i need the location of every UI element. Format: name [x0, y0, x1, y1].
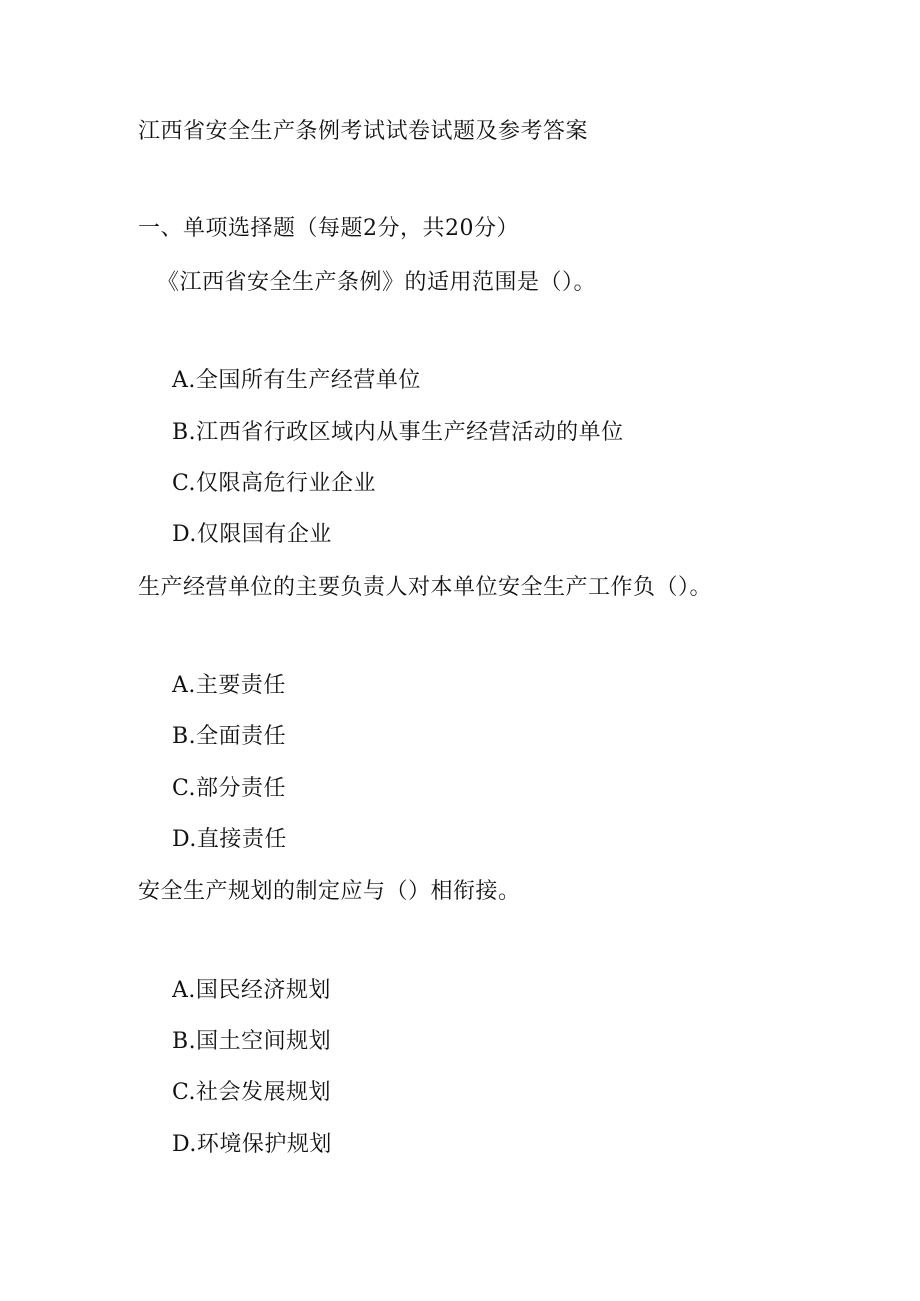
document-title: 江西省安全生产条例考试试卷试题及参考答案	[138, 119, 589, 144]
question-1-text: 《江西省安全生产条例》的适用范围是（）。	[157, 270, 597, 295]
question-3-option-d: D.环境保护规划	[172, 1132, 332, 1157]
question-1-option-b: B.江西省行政区域内从事生产经营活动的单位	[172, 420, 624, 445]
question-3-option-b: B.国土空间规划	[172, 1029, 332, 1054]
question-2-option-a: A.主要责任	[172, 673, 286, 698]
question-2-text: 生产经营单位的主要负责人对本单位安全生产工作负（）。	[138, 575, 713, 600]
question-1-option-a: A.全国所有生产经营单位	[172, 368, 421, 393]
question-2-option-d: D.直接责任	[172, 827, 287, 852]
question-3-option-a: A.国民经济规划	[172, 978, 331, 1003]
question-2-option-c: C.部分责任	[172, 776, 287, 801]
question-3-text: 安全生产规划的制定应与（）相衔接。	[138, 879, 521, 904]
question-2-option-b: B.全面责任	[172, 724, 287, 749]
question-3-option-c: C.社会发展规划	[172, 1080, 332, 1105]
section-heading: 一、单项选择题（每题2分，共20分）	[138, 216, 519, 241]
question-1-option-d: D.仅限国有企业	[172, 522, 332, 547]
question-1-option-c: C.仅限高危行业企业	[172, 471, 377, 496]
